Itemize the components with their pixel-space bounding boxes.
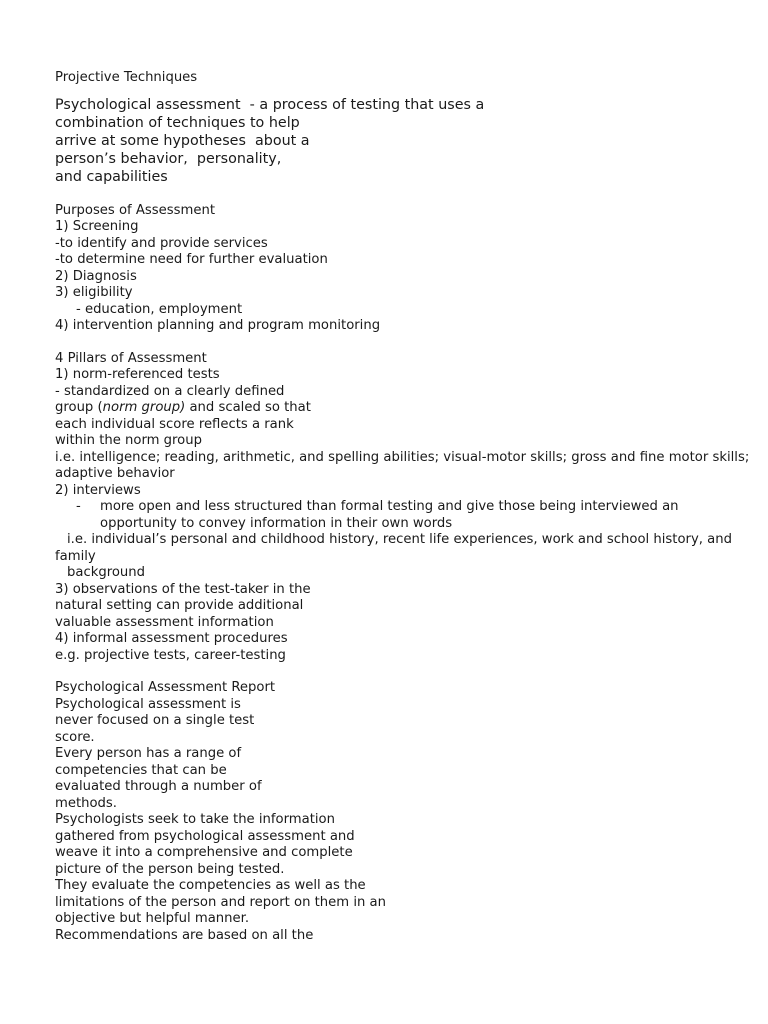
bullet-item xyxy=(55,499,755,532)
list-sub-item: - education, employment xyxy=(76,301,243,317)
list-item: - standardized on a clearly defined xyxy=(55,383,285,399)
definition-line: arrive at some hypotheses about a xyxy=(55,132,310,149)
report-section xyxy=(55,680,755,944)
paragraph-line: competencies that can be xyxy=(55,762,227,778)
definition-line: Psychological assessment - a process of testing that uses a xyxy=(55,96,485,113)
paragraph-line: never focused on a single test xyxy=(55,713,255,729)
section-heading: Psychological Assessment Report xyxy=(55,680,276,696)
paragraph-line: Psychologists seek to take the information xyxy=(55,812,335,828)
paragraph-line: Psychological assessment is xyxy=(55,696,241,712)
paragraph-line: evaluated through a number of xyxy=(55,779,262,795)
list-item: 2) interviews xyxy=(55,482,141,498)
paragraph-line: limitations of the person and report on them in an xyxy=(55,894,386,910)
purposes-section xyxy=(55,203,755,335)
paragraph-line: Every person has a range of xyxy=(55,746,242,762)
document-title: Projective Techniques xyxy=(55,70,198,85)
pillars-section xyxy=(55,351,755,665)
bullet-text: more open and less structured than formal testing and give those being interviewed an opportunity to convey information in their own words xyxy=(100,499,679,531)
list-item: 3) observations of the test-taker in the xyxy=(55,581,311,597)
list-item: 3) eligibility xyxy=(55,285,133,301)
list-item: within the norm group xyxy=(55,433,202,449)
list-item: -to identify and provide services xyxy=(55,235,268,251)
paragraph-line: methods. xyxy=(55,795,117,811)
paragraph-line: gathered from psychological assessment and xyxy=(55,828,355,844)
example-tail: background xyxy=(67,565,145,581)
list-item: 2) Diagnosis xyxy=(55,268,137,284)
paragraph-line: objective but helpful manner. xyxy=(55,911,250,927)
bullet-dash: - xyxy=(76,499,81,515)
paragraph-line: picture of the person being tested. xyxy=(55,861,285,877)
list-item: 4) intervention planning and program monitoring xyxy=(55,318,381,334)
document-page xyxy=(55,70,755,944)
example-text: i.e. individual’s personal and childhood history, recent life experiences, work and school history, and family xyxy=(55,532,732,564)
section-heading: Purposes of Assessment xyxy=(55,202,215,218)
list-item: each individual score reflects a rank xyxy=(55,416,294,432)
norm-group-prefix: group ( xyxy=(55,400,103,416)
paragraph-line: They evaluate the competencies as well as the xyxy=(55,878,366,894)
definition-line: person’s behavior, personality, xyxy=(55,151,282,168)
list-item: 1) Screening xyxy=(55,219,139,235)
section-heading: 4 Pillars of Assessment xyxy=(55,350,207,366)
list-item: natural setting can provide additional xyxy=(55,598,304,614)
example-line xyxy=(55,532,755,565)
definition-block xyxy=(55,96,755,187)
list-item: -to determine need for further evaluation xyxy=(55,252,328,268)
norm-group-term: norm group) xyxy=(102,400,186,416)
list-item: valuable assessment information xyxy=(55,614,274,630)
paragraph-line: Recommendations are based on all the xyxy=(55,927,314,943)
list-item: e.g. projective tests, career-testing xyxy=(55,647,286,663)
norm-group-line xyxy=(55,400,755,417)
list-item: 4) informal assessment procedures xyxy=(55,631,288,647)
example-line: i.e. intelligence; reading, arithmetic, and spelling abilities; visual-motor skills; gross and fine motor skills; adaptive behavior xyxy=(55,449,750,482)
definition-line: combination of techniques to help xyxy=(55,114,300,131)
norm-group-suffix: and scaled so that xyxy=(185,400,311,416)
paragraph-line: weave it into a comprehensive and complete xyxy=(55,845,353,861)
definition-line: and capabilities xyxy=(55,169,168,186)
paragraph-line: score. xyxy=(55,729,95,745)
list-item: 1) norm-referenced tests xyxy=(55,367,220,383)
